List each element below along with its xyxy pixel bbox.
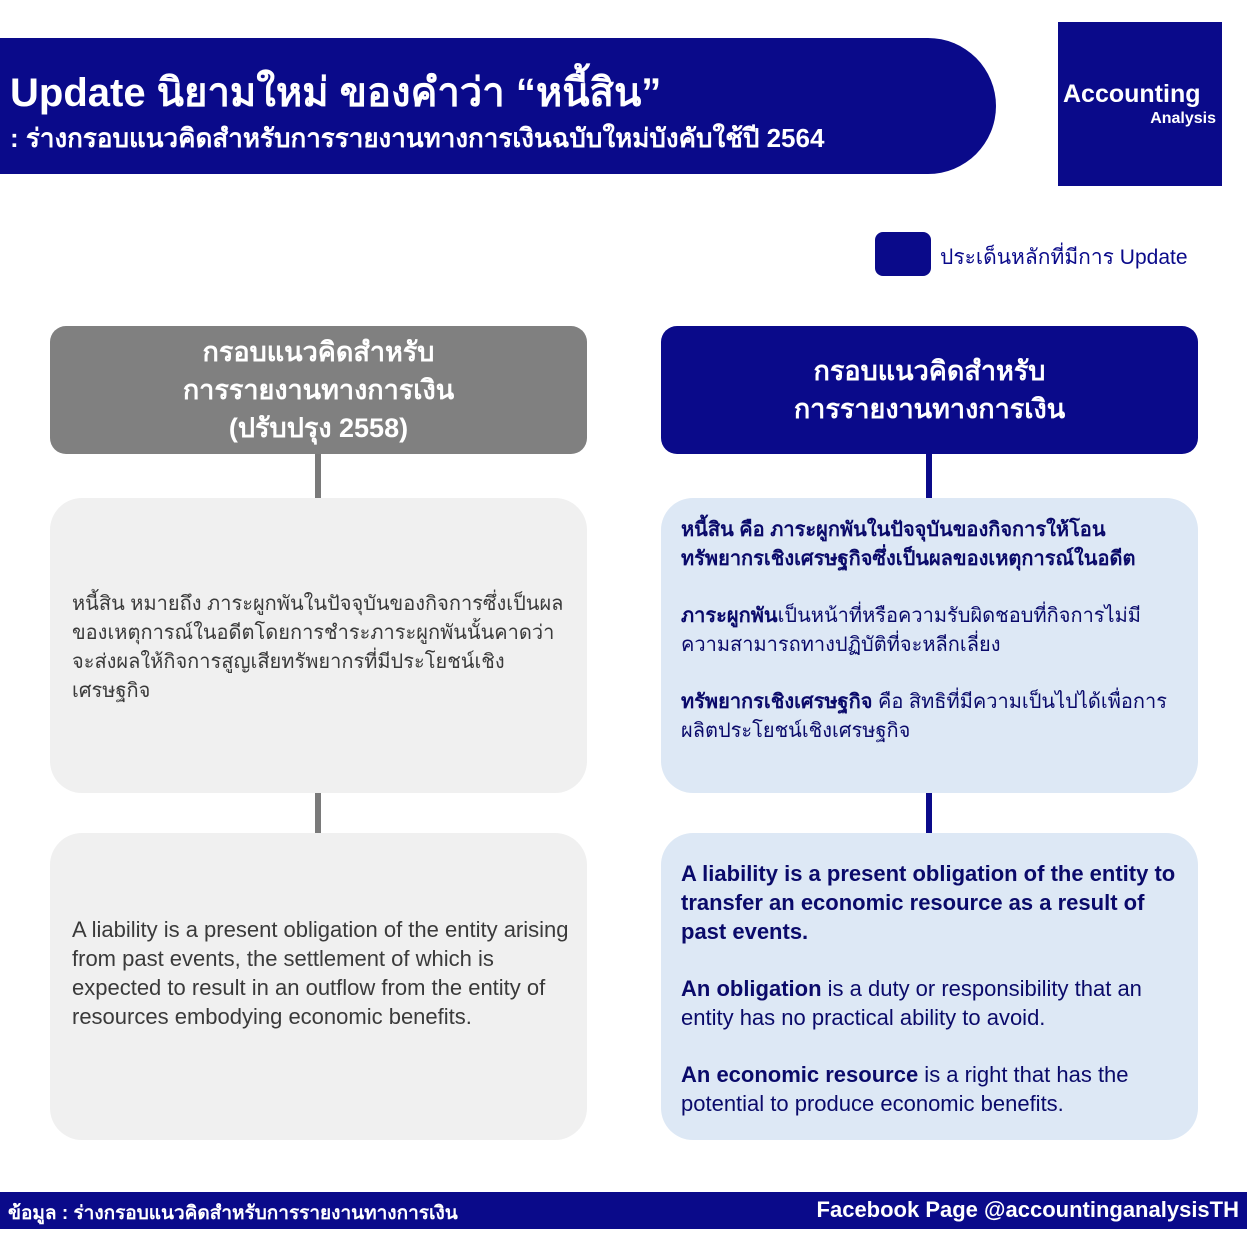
- page-subtitle: : ร่างกรอบแนวคิดสำหรับการรายงานทางการเงินฉบับใหม่บังคับใช้ปี 2564: [10, 123, 825, 153]
- page-title: Update นิยามใหม่ ของคำว่า “หนี้สิน”: [10, 71, 662, 115]
- new-english-resource: [681, 1060, 1184, 1118]
- old-framework-header-line1: กรอบแนวคิดสำหรับ: [202, 337, 435, 367]
- new-thai-obligation-term: ภาระผูกพัน: [681, 605, 778, 627]
- old-framework-header: [50, 326, 587, 454]
- legend-swatch: [875, 232, 931, 276]
- new-framework-header-line2: การรายงานทางการเงิน: [793, 394, 1066, 424]
- new-english-definition-box: [661, 833, 1198, 1140]
- new-english-resource-term: An economic resource: [681, 1062, 919, 1087]
- new-thai-text: [681, 516, 1184, 746]
- old-framework-header-line3: (ปรับปรุง 2558): [228, 413, 409, 443]
- new-thai-obligation: [681, 602, 1184, 660]
- logo-main-text: Accounting: [1063, 80, 1201, 108]
- new-thai-resource-text: คือ สิทธิที่มีความเป็นไปได้เพื่อการผลิตประโยชน์เชิงเศรษฐกิจ: [681, 691, 1168, 742]
- new-english-text: [681, 859, 1184, 1118]
- right-connector-bottom: [926, 793, 932, 833]
- new-english-obligation: [681, 974, 1184, 1032]
- old-english-definition: A liability is a present obligation of the entity arising from past events, the settlement of which is expected to result in an outflow from the entity of resources embodying economic benefits.: [72, 917, 569, 1029]
- footer-bar: [0, 1192, 1247, 1229]
- accounting-analysis-logo: [1058, 22, 1222, 186]
- left-connector-bottom: [315, 793, 321, 833]
- new-framework-header: [661, 326, 1198, 454]
- new-thai-liability-definition: หนี้สิน คือ ภาระผูกพันในปัจจุบันของกิจการให้โอนทรัพยากรเชิงเศรษฐกิจซึ่งเป็นผลของเหตุการณ์ในอดีต: [681, 519, 1136, 570]
- right-connector-top: [926, 454, 932, 498]
- new-thai-definition-box: [661, 498, 1198, 793]
- legend-label: ประเด็นหลักที่มีการ Update: [940, 246, 1188, 269]
- new-thai-resource-term: ทรัพยากรเชิงเศรษฐกิจ: [681, 691, 873, 713]
- old-thai-definition-box: [50, 498, 587, 793]
- new-english-obligation-term: An obligation: [681, 976, 822, 1001]
- footer-source: ข้อมูล : ร่างกรอบแนวคิดสำหรับการรายงานทางการเงิน: [8, 1203, 458, 1224]
- new-english-resource-text: is a right that has the potential to produce economic benefits.: [681, 1062, 1129, 1116]
- old-english-definition-box: [50, 833, 587, 1140]
- old-thai-definition: หนี้สิน หมายถึง ภาระผูกพันในปัจจุบันของกิจการซึ่งเป็นผลของเหตุการณ์ในอดีตโดยการชำระภาระผูกพันนั้นคาดว่าจะส่งผลให้กิจการสูญเสียทรัพยากรที่มีประโยชน์เชิงเศรษฐกิจ: [72, 593, 564, 702]
- footer-facebook: Facebook Page @accountinganalysisTH: [816, 1197, 1239, 1222]
- new-framework-header-line1: กรอบแนวคิดสำหรับ: [813, 356, 1046, 386]
- new-thai-obligation-text: เป็นหน้าที่หรือความรับผิดชอบที่กิจการไม่มีความสามารถทางปฏิบัติที่จะหลีกเลี่ยง: [681, 605, 1141, 656]
- new-english-liability-definition: A liability is a present obligation of the entity to transfer an economic resource as a result of past events.: [681, 861, 1176, 944]
- left-connector-top: [315, 454, 321, 498]
- new-english-obligation-text: is a duty or responsibility that an entity has no practical ability to avoid.: [681, 976, 1142, 1030]
- logo-sub-text: Analysis: [1150, 110, 1216, 127]
- title-banner: [0, 38, 996, 174]
- new-thai-resource: [681, 688, 1184, 746]
- old-framework-header-line2: การรายงานทางการเงิน: [182, 375, 455, 405]
